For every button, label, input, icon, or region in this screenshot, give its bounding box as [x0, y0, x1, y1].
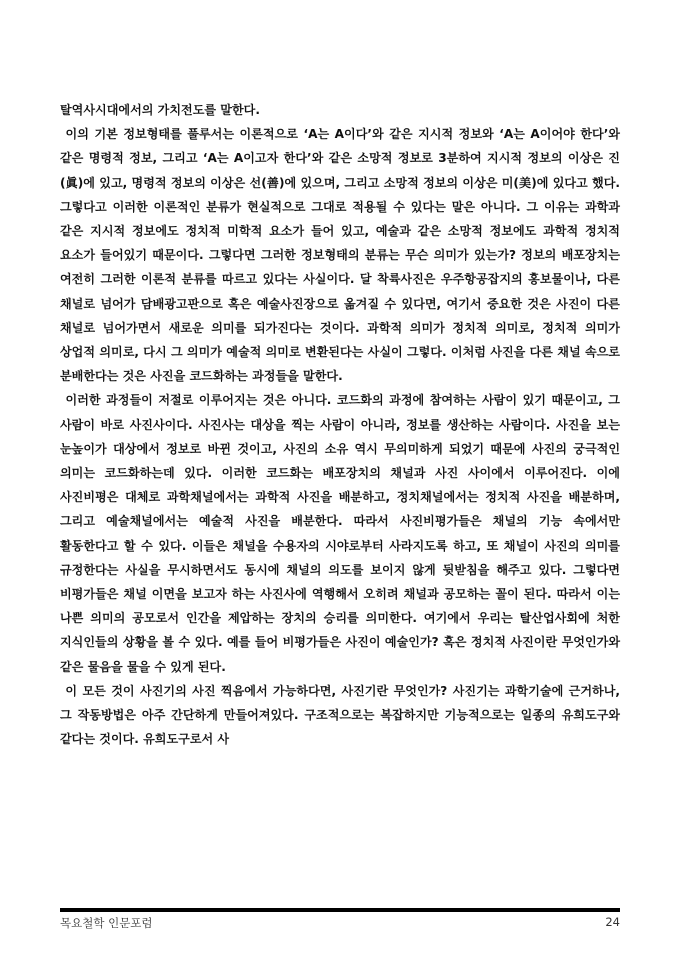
- paragraph-information-types: 이의 기본 정보형태를 풀루서는 이론적으로 ‘A는 A이다’와 같은 지시적 정보와 ‘A는 A이어야 한다’와 같은 명령적 정보, 그리고 ‘A는 A이고자 한다’와 같은 소망적 정보로 3분하여 지시적 정보의 이상은 진(眞)에 있고, 명령적 정보의 이상은 선(善)에 있으며, 그리고 소망적 정보의 이상은 미(美)에 있다고 했다. 그렇다고 이러한 이론적인 분류가 현실적으로 그대로 적용될 수 있다는 말은 아니다. 그 이유는 과학과 같은 지시적 정보에도 정치적 미학적 요소가 들어 있고, 예술과 같은 소망적 정보에도 과학적 정치적 요소가 들어있기 때문이다. 그렇다면 그러한 정보형태의 분류는 무슨 의미가 있는가? 정보의 배포장치는 여전히 그러한 이론적 분류를 따르고 있다는 사실이다. 달 착륙사진은 우주항공잡지의 홍보물이나, 다른 채널로 넘어가 담배광고판으로 혹은 예술사진장으로 옮겨질 수 있다면, 여기서 중요한 것은 사진이 다른 채널로 넘어가면서 새로운 의미를 되가진다는 것이다. 과학적 의미가 정치적 의미로, 정치적 의미가 상업적 의미로, 다시 그 의미가 예술적 의미로 변환된다는 사실이 그렇다. 이처럼 사진을 다른 채널 속으로 분배한다는 것은 사진을 코드화하는 과정들을 말한다.: [60, 127, 620, 384]
- page-number: 24: [605, 915, 620, 929]
- footer-divider: [60, 908, 620, 912]
- paragraph-continuation: 탈역사시대에서의 가치전도를 말한다.: [60, 103, 260, 117]
- body-text: [60, 98, 620, 751]
- paragraph-camera-question: 이 모든 것이 사진기의 사진 찍음에서 가능하다면, 사진기란 무엇인가? 사진기는 과학기술에 근거하나, 그 작동방법은 아주 간단하게 만들어져있다. 구조적으로는 복잡하지만 기능적으로는 일종의 유희도구와 같다는 것이다. 유희도구로서 사: [60, 683, 620, 747]
- footer-publication-title: 목요철학 인문포럼: [60, 916, 153, 930]
- paragraph-photographer-coding: 이러한 과정들이 저절로 이루어지는 것은 아니다. 코드화의 과정에 참여하는 사람이 있기 때문이고, 그 사람이 바로 사진사이다. 사진사는 대상을 찍는 사람이 아니라, 정보를 생산하는 사람이다. 사진을 보는 눈높이가 대상에서 정보로 바뀐 것이고, 사진의 소유 역시 무의미하게 되었기 때문에 사진의 궁극적인 의미는 코드화하는데 있다. 이러한 코드화는 배포장치의 채널과 사진 사이에서 이루어진다. 이에 사진비평은 대체로 과학채널에서는 과학적 사진을 배분하고, 정치채널에서는 정치적 사진을 배분하며, 그리고 예술채널에서는 예술적 사진을 배분한다. 따라서 사진비평가들은 채널의 기능 속에서만 활동한다고 할 수 있다. 이들은 채널을 수용자의 시야로부터 사라지도록 하고, 또 채널이 사진의 의미를 규정한다는 사실을 무시하면서도 동시에 채널의 의도를 보이지 않게 뒷받침을 해주고 있다. 그렇다면 비평가들은 채널 이면을 보고자 하는 사진사에 역행해서 오히려 채널과 공모하는 꼴이 된다. 따라서 이는 나쁜 의미의 공모로서 인간을 제압하는 장치의 승리를 의미한다. 여기에서 우리는 탈산업사회에 처한 지식인들의 상황을 볼 수 있다. 예를 들어 비평가들은 사진이 예술인가? 혹은 정치적 사진이란 무엇인가와 같은 물음을 물을 수 있게 된다.: [60, 393, 620, 674]
